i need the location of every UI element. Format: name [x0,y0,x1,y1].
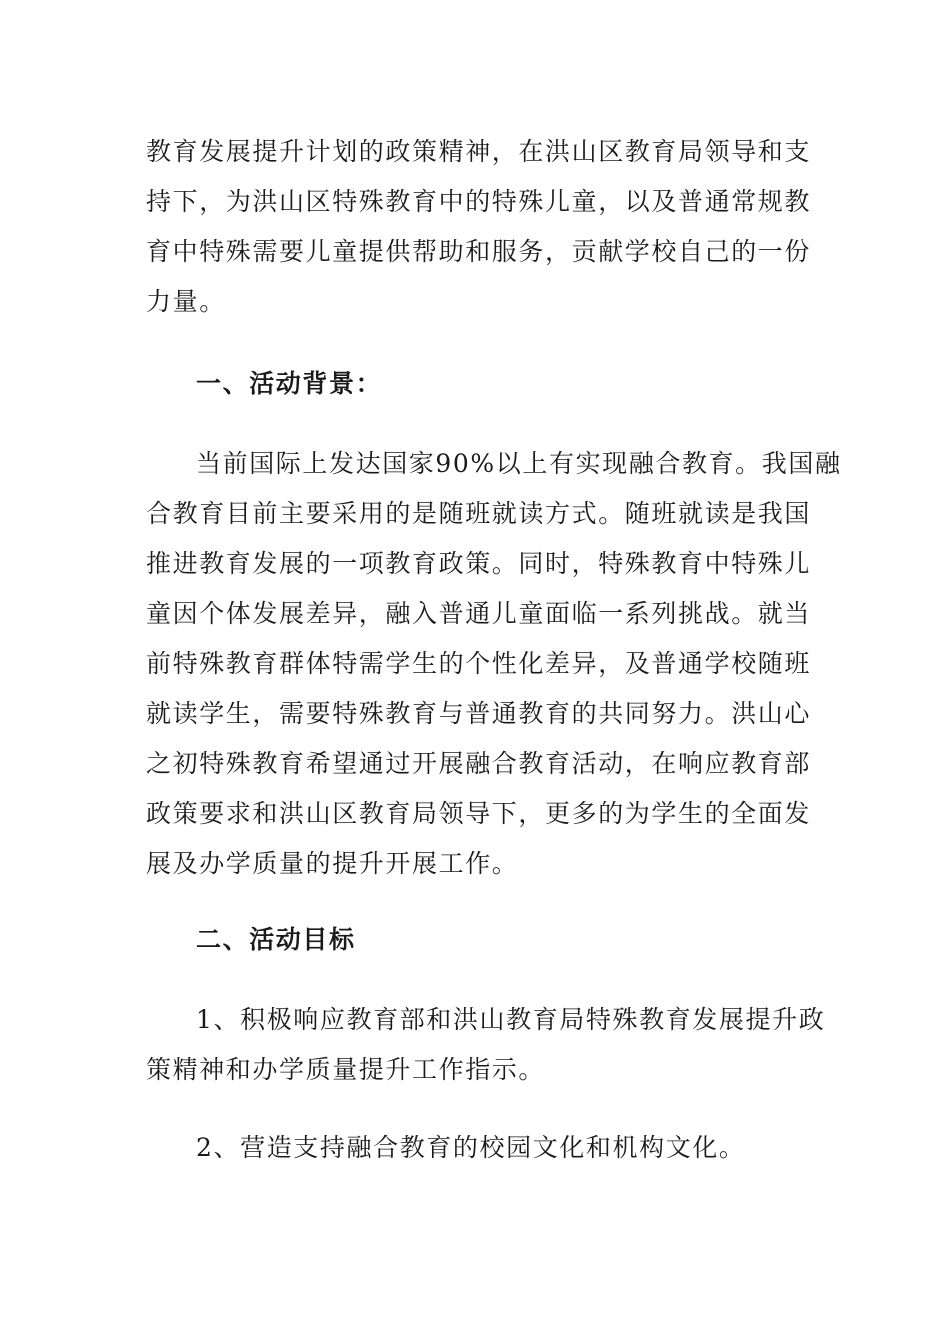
paragraph-line: 就读学生，需要特殊教育与普通教育的共同努力。洪山心 [146,699,812,728]
section-heading-goals: 二、活动目标 [196,925,356,954]
goal-item-line: 策精神和办学质量提升工作指示。 [146,1055,546,1084]
paragraph-line: 当前国际上发达国家90%以上有实现融合教育。我国融 [196,449,842,478]
paragraph-line: 推进教育发展的一项教育政策。同时，特殊教育中特殊儿 [146,549,812,578]
paragraph-line: 童因个体发展差异，融入普通儿童面临一系列挑战。就当 [146,599,812,628]
paragraph-line: 政策要求和洪山区教育局领导下，更多的为学生的全面发 [146,799,812,828]
intro-line: 教育发展提升计划的政策精神，在洪山区教育局领导和支 [146,137,812,166]
paragraph-line: 前特殊教育群体特需学生的个性化差异，及普通学校随班 [146,649,812,678]
goal-item-line: 1、积极响应教育部和洪山教育局特殊教育发展提升政 [196,1005,826,1034]
intro-line: 持下，为洪山区特殊教育中的特殊儿童，以及普通常规教 [146,187,812,216]
section-heading-background: 一、活动背景： [196,369,383,398]
intro-line: 力量。 [146,287,226,316]
paragraph-line: 合教育目前主要采用的是随班就读方式。随班就读是我国 [146,499,812,528]
intro-line: 育中特殊需要儿童提供帮助和服务，贡献学校自己的一份 [146,237,812,266]
paragraph-line: 之初特殊教育希望通过开展融合教育活动，在响应教育部 [146,749,812,778]
goal-item-line: 2、营造支持融合教育的校园文化和机构文化。 [196,1133,746,1162]
paragraph-line: 展及办学质量的提升开展工作。 [146,849,519,878]
